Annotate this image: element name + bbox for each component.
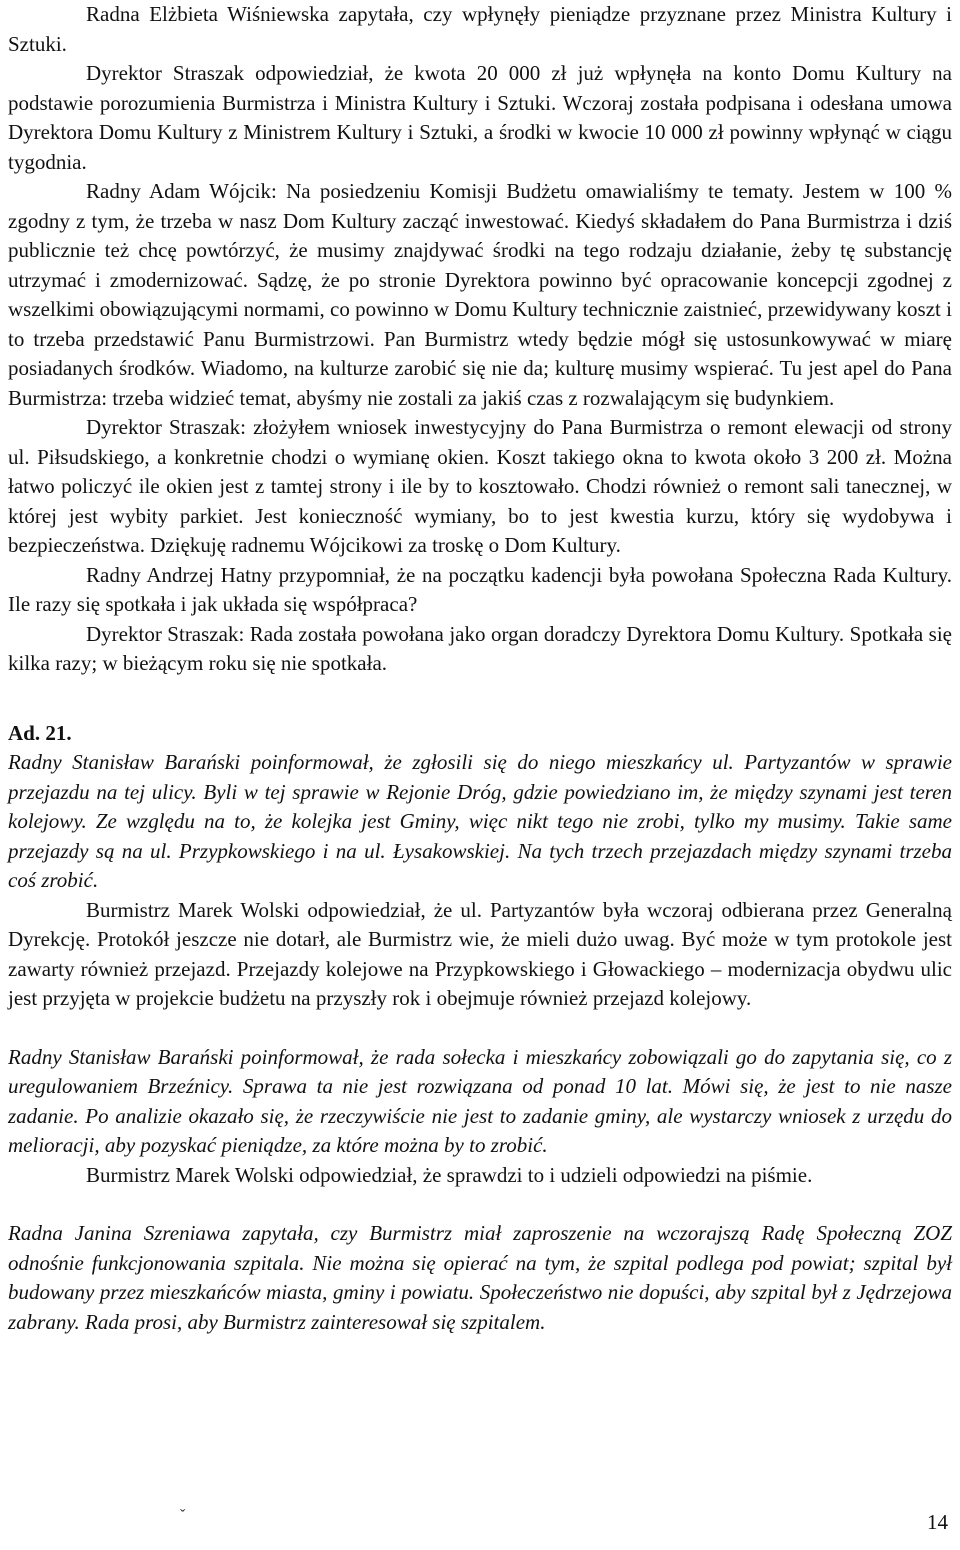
spacer (8, 1190, 952, 1219)
paragraph-wojcik-statement: Radny Adam Wójcik: Na posiedzeniu Komisji Budżetu omawialiśmy te tematy. Jestem w 100 % zgodny z tym, że trzeba w nasz Dom Kultury zacząć inwestować. Kiedyś składałem do Pana Burmistrza i dziś publicznie też chcę powtórzyć, że musimy znajdywać środki na tego rodzaju działanie, żeby tę substancję utrzymać i zmodernizować. Sądzę, że po stronie Dyrektora powinno być opracowanie koncepcji zgodnej z wszelkimi obowiązującymi normami, co powinno w Domu Kultury technicznie zaistnieć, przewidywany koszt i to trzeba przedstawić Panu Burmistrzowi. Pan Burmistrz wtedy będzie mógł się ustosunkowywać w miarę posiadanych środków. Wiadomo, na kulturze zarobić się nie da; kulturę musimy wspierać. Tu jest apel do Pana Burmistrza: trzeba widzieć temat, abyśmy nie zostali za jakiś czas z rozwalającym się budynkiem. (8, 179, 952, 410)
paragraph-wolski-railway-reply: Burmistrz Marek Wolski odpowiedział, że ul. Partyzantów była wczoraj odbierana przez Generalną Dyrekcję. Protokół jeszcze nie dotarł, ale Burmistrz wie, że mieli dużo uwag. Być może w tym protokole jest zawarty również przejazd. Przejazdy kolejowe na Przypkowskiego i Głowackiego – modernizacja obydwu ulic jest przyjęta w projekcie budżetu na przyszły rok i obejmuje również przejazd kolejowy. (8, 897, 952, 1010)
paragraph-wolski-brzeznica-reply: Burmistrz Marek Wolski odpowiedział, że sprawdzi to i udzieli odpowiedzi na piśmie. (86, 1162, 813, 1187)
paragraph-straszak-council: Dyrektor Straszak: Rada została powołana jako organ doradczy Dyrektora Domu Kultury. Spotkała się kilka razy; w bieżącym roku się nie spotkała. (8, 621, 952, 675)
paragraph-straszak-answer: Dyrektor Straszak odpowiedział, że kwota 20 000 zł już wpłynęła na konto Domu Kultury na podstawie porozumienia Burmistrza i Ministra Kultury i Sztuki. Wczoraj została podpisana i odesłana umowa Dyrektora Domu Kultury z Ministrem Kultury i Sztuki, a środki w kwocie 10 000 zł powinny wpłynąć w ciągu tygodnia. (8, 61, 952, 174)
stray-mark: ˇ (180, 1507, 186, 1524)
document-body (8, 0, 952, 1337)
paragraph-baranski-railway: Radny Stanisław Barański poinformował, że zgłosili się do niego mieszkańcy ul. Partyzantów w sprawie przejazdu na tej ulicy. Byli w tej sprawie w Rejonie Dróg, gdzie powiedziano im, że między szynami jest teren kolejowy. Ze względu na to, że kolejka jest Gminy, więc nikt tego nie zrobi, tylko my musimy. Takie same przejazdy są na ul. Przypkowskiego i na ul. Łysakowskiej. Na tych trzech przejazdach między szynami trzeba coś zrobić. (8, 750, 952, 892)
section-heading: Ad. 21. (8, 720, 72, 745)
paragraph-straszak-investment: Dyrektor Straszak: złożyłem wniosek inwestycyjny do Pana Burmistrza o remont elewacji od strony ul. Piłsudskiego, a konkretnie chodzi o wymianę okien. Koszt takiego okna to kwota około 3 200 zł. Można łatwo policzyć ile okien jest z tamtej strony i ile by to kosztowało. Chodzi również o remont sali tanecznej, w której jest wybity parkiet. Jest konieczność wymiany, bo to jest kwestia kurzu, który się wydobywa i bezpieczeństwa. Dziękuję radnemu Wójcikowi za troskę o Dom Kultury. (8, 415, 952, 557)
paragraph-szreniawa-hospital: Radna Janina Szreniawa zapytała, czy Burmistrz miał zaproszenie na wczorajszą Radę Społeczną ZOZ odnośnie funkcjonowania szpitala. Nie można się opierać na tym, że szpital podlega pod powiat; szpital był budowany przez mieszkańców miasta, gminy i powiatu. Społeczeństwo nie dopuści, aby szpital był z Jędrzejowa zabrany. Rada prosi, aby Burmistrz zainteresował się szpitalem. (8, 1221, 952, 1334)
paragraph-baranski-brzeznica: Radny Stanisław Barański poinformował, że rada sołecka i mieszkańcy zobowiązali go do zapytania się, co z uregulowaniem Brzeźnicy. Sprawa ta nie jest rozwiązana od ponad 10 lat. Mówi się, że jest to nie nasze zadanie. Po analizie okazało się, że rzeczywiście nie jest to zadanie gminy, ale wystarczy wniosek z urzędu do melioracji, aby pozyskać pieniądze, za które można by to zrobić. (8, 1044, 952, 1157)
paragraph-hatny-question: Radny Andrzej Hatny przypomniał, że na początku kadencji była powołana Społeczna Rada Kultury. Ile razy się spotkała i jak układa się współpraca? (8, 562, 952, 616)
spacer (8, 679, 952, 719)
page-number: 14 (927, 1510, 948, 1534)
paragraph-wisniewska-question: Radna Elżbieta Wiśniewska zapytała, czy wpłynęły pieniądze przyznane przez Ministra Kultury i Sztuki. (8, 2, 952, 56)
spacer (8, 1014, 952, 1043)
